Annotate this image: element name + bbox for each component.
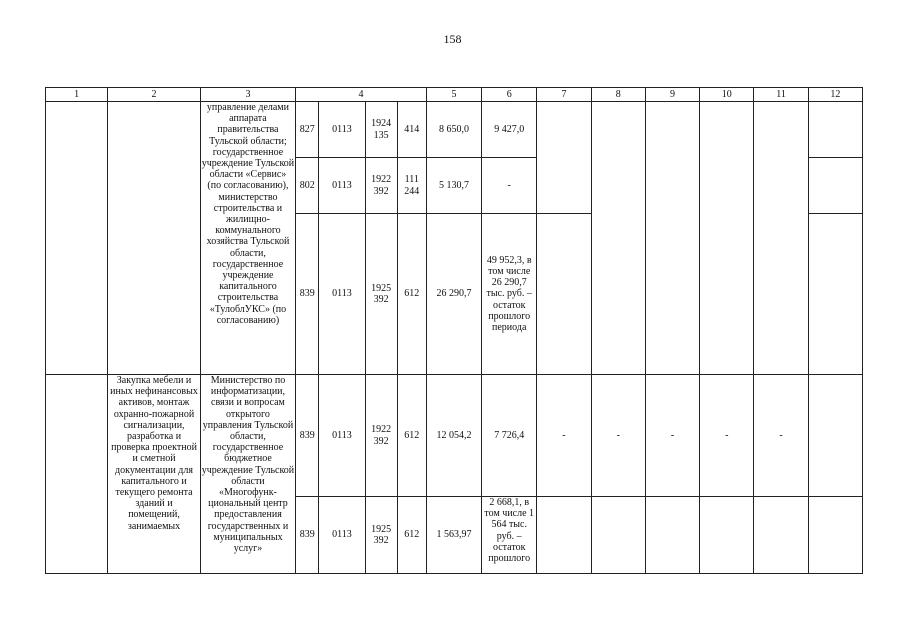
csr-cell: 1924 135 [365, 102, 397, 158]
grbs-cell: 802 [296, 158, 319, 214]
budget-table [45, 87, 863, 574]
grbs-cell: 827 [296, 102, 319, 158]
page-number: 158 [443, 32, 462, 46]
value-col7 [537, 214, 591, 375]
value-col8 [591, 497, 645, 574]
table-row [46, 375, 863, 497]
value-col5: 5 130,7 [426, 158, 481, 214]
grbs-cell: 839 [296, 375, 319, 497]
rzpr-cell: 0113 [319, 102, 365, 158]
value-col11 [754, 497, 808, 574]
value-col12 [808, 158, 862, 214]
header-cell: 9 [645, 88, 699, 102]
value-col7 [537, 102, 591, 214]
vr-cell: 612 [397, 497, 426, 574]
vr-cell: 111 244 [397, 158, 426, 214]
csr-cell: 1925 392 [365, 214, 397, 375]
vr-cell: 414 [397, 102, 426, 158]
header-cell: 12 [808, 88, 862, 102]
value-col12 [808, 102, 862, 158]
value-col6: 49 952,3, в том числе 26 290,7 тыс. руб. – остаток прошлого периода [482, 214, 537, 375]
value-col8 [591, 102, 645, 375]
value-col5: 26 290,7 [426, 214, 481, 375]
value-col6: 9 427,0 [482, 102, 537, 158]
header-cell: 7 [537, 88, 591, 102]
col1-cell [46, 102, 108, 375]
value-col12 [808, 375, 862, 497]
table-row [46, 102, 863, 158]
value-col12 [808, 214, 862, 375]
value-col10 [700, 102, 754, 375]
value-col5: 12 054,2 [426, 375, 481, 497]
value-col6: - [482, 158, 537, 214]
header-cell: 2 [108, 88, 200, 102]
value-col10: - [700, 375, 754, 497]
header-cell: 8 [591, 88, 645, 102]
rzpr-cell: 0113 [319, 158, 365, 214]
value-col6: 2 668,1, в том числе 1 564 тыс. руб. – остаток прошлого [482, 497, 537, 574]
value-col5: 8 650,0 [426, 102, 481, 158]
value-col9 [645, 102, 699, 375]
value-col11 [754, 102, 808, 375]
measure-cell: Закупка мебели и иных нефинансовых активов, монтаж охранно-пожарной сигнализации, разработка и проверка проектной и сметной документации для капитального и текущего ремонта зданий и помещений, занимаемых [108, 375, 200, 574]
value-col10 [700, 497, 754, 574]
header-cell: 11 [754, 88, 808, 102]
value-col9: - [645, 375, 699, 497]
csr-cell: 1925 392 [365, 497, 397, 574]
value-col5: 1 563,97 [426, 497, 481, 574]
value-col8: - [591, 375, 645, 497]
rzpr-cell: 0113 [319, 497, 365, 574]
value-col7 [537, 497, 591, 574]
header-cell: 1 [46, 88, 108, 102]
executors-cell: управление делами аппарата правительства Тульской области; государственное учреждение Тульской области «Сервис» (по согласованию), министерство строительства и жилищно-коммунального хозяйства Тульской области, государственное учреждение капитального строительства «ТулоблУКС» (по согласованию) [200, 102, 295, 375]
header-cell: 10 [700, 88, 754, 102]
executors-cell: Министерство по информатизации, связи и вопросам открытого управления Тульской области, государственное бюджетное учреждение Тульской области «Многофунк-циональный центр предоставления государственных и муниципальных услуг» [200, 375, 295, 574]
grbs-cell: 839 [296, 214, 319, 375]
measure-cell [108, 102, 200, 375]
header-cell: 6 [482, 88, 537, 102]
grbs-cell: 839 [296, 497, 319, 574]
vr-cell: 612 [397, 214, 426, 375]
value-col11: - [754, 375, 808, 497]
csr-cell: 1922 392 [365, 158, 397, 214]
rzpr-cell: 0113 [319, 375, 365, 497]
header-cell: 3 [200, 88, 295, 102]
col1-cell [46, 375, 108, 574]
value-col7: - [537, 375, 591, 497]
header-cell: 4 [296, 88, 427, 102]
header-row [46, 88, 863, 102]
value-col9 [645, 497, 699, 574]
vr-cell: 612 [397, 375, 426, 497]
rzpr-cell: 0113 [319, 214, 365, 375]
header-cell: 5 [426, 88, 481, 102]
csr-cell: 1922 392 [365, 375, 397, 497]
value-col6: 7 726,4 [482, 375, 537, 497]
value-col12 [808, 497, 862, 574]
